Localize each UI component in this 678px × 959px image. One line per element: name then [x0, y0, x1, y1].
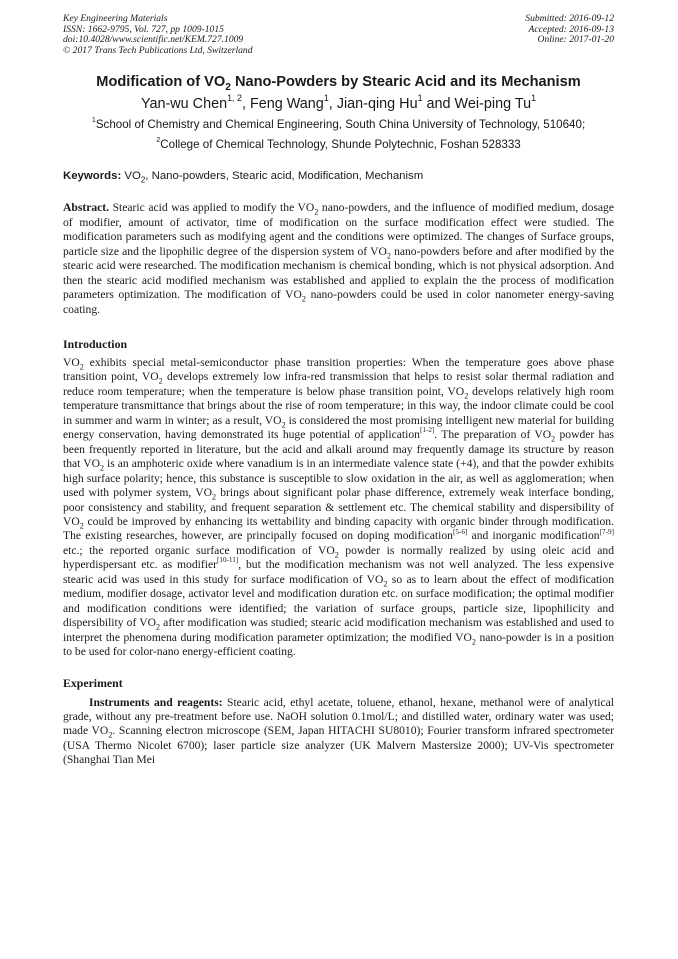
- body-text: after modification was studied; stearic acid modification mechanism was established and used to interpret the phenomena during modification parameter optimization; the modified VO: [63, 616, 614, 644]
- author-name: and Wei-ping Tu: [422, 96, 532, 113]
- subsection-label: Instruments and reagents:: [89, 695, 223, 709]
- author-affil-mark: 1, 2: [227, 93, 242, 104]
- body-text: develops relatively high room temperature transmittance that brings about the rise of room temperature; in this way, the indoor climate could be cool in summer and warm in winter; as a result, VO: [63, 384, 614, 427]
- keywords-text: VO: [121, 170, 141, 183]
- online-date: Online: 2017-01-20: [537, 34, 614, 46]
- keywords-text: , Nano-powders, Stearic acid, Modification, Mechanism: [145, 170, 424, 183]
- affiliation-2: [63, 137, 614, 152]
- introduction-paragraph: [63, 356, 614, 660]
- body-text: , but the modification mechanism was not well analyzed. The less expensive stearic acid was used in this study for surface modification of VO: [63, 558, 614, 586]
- affiliation-1: [63, 117, 614, 132]
- section-heading-introduction: Introduction: [63, 337, 128, 351]
- paper-title: [63, 73, 614, 94]
- body-text: exhibits special metal-semiconductor phase transition properties: When the temperature goes above phase transition point, VO: [63, 356, 614, 384]
- journal-copyright: © 2017 Trans Tech Publications Ltd, Switzerland: [63, 44, 253, 56]
- body-text: is an amphoteric oxide where vanadium is in an intermediate valence state (+4), and that the powder exhibits high surface polarity; hence, this substance is susceptible to slow oxidation in the air, as well as agglomeration; when used with polymer system, VO: [63, 457, 614, 500]
- body-text: is considered the most promising intelligent new material for building energy conservation, having demonstrated its huge potential of application: [63, 413, 614, 442]
- section-heading-experiment: Experiment: [63, 675, 123, 690]
- body-text: powder is normally realized by using oleic acid and hyperdispersant etc. as modifier: [63, 543, 614, 572]
- author-name: Yan-wu Chen: [140, 96, 228, 113]
- subscript: 2: [158, 376, 163, 386]
- body-text: powder has been frequently reported in literature, but the acid and alkali around may frequently damage its structure by reason that VO: [63, 428, 614, 471]
- author-list: [63, 94, 614, 114]
- accepted-date: Accepted: 2016-09-13: [528, 23, 614, 35]
- journal-header: [63, 14, 614, 56]
- subscript: 2: [155, 622, 161, 632]
- body-text: could be improved by enhancing its wettability and binding capacity with organic binder through modification. The existing researches, however, are principally focused on doping modification: [63, 514, 614, 543]
- keywords: [63, 169, 614, 184]
- subscript: 2: [471, 636, 476, 646]
- body-text: . The preparation of VO: [434, 428, 552, 442]
- title-part: Modification of VO: [96, 74, 226, 91]
- title-subscript: 2: [225, 82, 231, 94]
- subscript: 2: [551, 434, 556, 444]
- body-text: nano-powder is in a position to be used for color-nano energy-efficient coating.: [63, 630, 614, 659]
- abstract-text: nano-powders could be used in color nanometer energy-saving coating.: [63, 288, 614, 316]
- subscript: 2: [211, 492, 217, 502]
- author-affil-mark: 1: [323, 93, 329, 104]
- author-name: , Feng Wang: [241, 96, 324, 113]
- author-affil-mark: 1: [531, 93, 537, 104]
- body-text: . Scanning electron microscope (SEM, Japan HITACHI SU8010); Fourier transform infrared spectrometer (USA Thermo Nicolet 6700); laser particle size analyzer (UK Malvern Mastersize 2000); UV-Vis spectrometer (Shanghai Tian Mei: [63, 724, 615, 767]
- experiment-paragraph: [63, 696, 614, 768]
- subscript: 2: [140, 175, 146, 185]
- affil-mark: 1: [91, 115, 96, 125]
- affil-text: College of Chemical Technology, Shunde Polytechnic, Foshan 528333: [160, 138, 521, 152]
- body-text: VO: [63, 356, 80, 369]
- body-text: etc.; the reported organic surface modification of VO: [63, 543, 335, 557]
- abstract-label: Abstract.: [63, 201, 110, 215]
- subscript: 2: [99, 463, 105, 473]
- journal-doi[interactable]: doi:10.4028/www.scientific.net/KEM.727.1009: [63, 34, 244, 46]
- subscript: 2: [464, 391, 469, 401]
- citation-ref[interactable]: [5-6]: [452, 527, 468, 536]
- header-left: [63, 14, 253, 56]
- abstract-text: nano-powders, and the influence of modified medium, dosage of modifier, amount of activator, time of modification on the surface modification effect were studied. The modification parameters such as modifying agent and the conditions were optimized. The changes of Surface groups, particle size and the lipophilic degree of the dispersion system of VO: [63, 201, 614, 258]
- affil-mark: 2: [156, 135, 161, 145]
- abstract: [63, 201, 614, 317]
- abstract-text: Stearic acid was applied to modify the VO: [109, 201, 315, 215]
- subscript: 2: [79, 521, 84, 531]
- abstract-text: nano-powders before and after modified by the stearic acid were researched. The modification mechanism is chemical bonding, which is not physical adsorption. And then the stearic acid modified mechanism was established and applied to explain the the process of modification parameters optimization. The modification of VO: [63, 244, 614, 302]
- subscript: 2: [386, 251, 391, 261]
- subscript: 2: [108, 730, 113, 740]
- subscript: 2: [334, 550, 339, 560]
- author-affil-mark: 1: [417, 93, 423, 104]
- citation-ref[interactable]: [10-11]: [216, 556, 239, 565]
- author-name: , Jian-qing Hu: [328, 96, 418, 113]
- header-right: [525, 14, 614, 56]
- journal-name: Key Engineering Materials: [63, 13, 168, 24]
- subscript: 2: [383, 579, 388, 589]
- citation-ref[interactable]: [1-2]: [419, 426, 435, 435]
- affil-text: School of Chemistry and Chemical Engineering, South China University of Technology, 510640;: [95, 118, 586, 132]
- body-text: Stearic acid, ethyl acetate, toluene, ethanol, hexane, methanol were of analytical grade, without any pre-treatment before use. NaOH solution 0.1mol/L; and distilled water, ordinary water was used; made VO: [63, 695, 614, 738]
- subscript: 2: [314, 207, 319, 217]
- submitted-date: Submitted: 2016-09-12: [525, 13, 614, 24]
- subscript: 2: [79, 362, 84, 372]
- title-part: Nano-Powders by Stearic Acid and its Mechanism: [230, 74, 581, 91]
- keywords-label: Keywords:: [63, 170, 122, 183]
- body-text: develops extremely low infra-red transmission that helps to resist solar thermal radiation and reduce room temperature; when the temperature is below phase transition point, VO: [63, 370, 615, 398]
- body-text: and inorganic modification: [467, 529, 600, 543]
- body-text: so as to learn about the effect of modification medium, modifier dosage, activator level and modification duration etc. on surface modification; the optimal modifier and modification conditions were identified; the variation of surface groups, particle size, lipophilicity and dispersibility of VO: [63, 572, 615, 630]
- subscript: 2: [301, 294, 306, 304]
- body-text: brings about significant polar phase difference, extremely weak interface bonding, poor consistency and stability, and frequent separation & settlement etc. The chemical stability and dispersibility of VO: [63, 486, 614, 528]
- subscript: 2: [281, 420, 286, 430]
- journal-issn: ISSN: 1662-9795, Vol. 727, pp 1009-1015: [63, 23, 224, 35]
- citation-ref[interactable]: [7-9]: [599, 527, 614, 536]
